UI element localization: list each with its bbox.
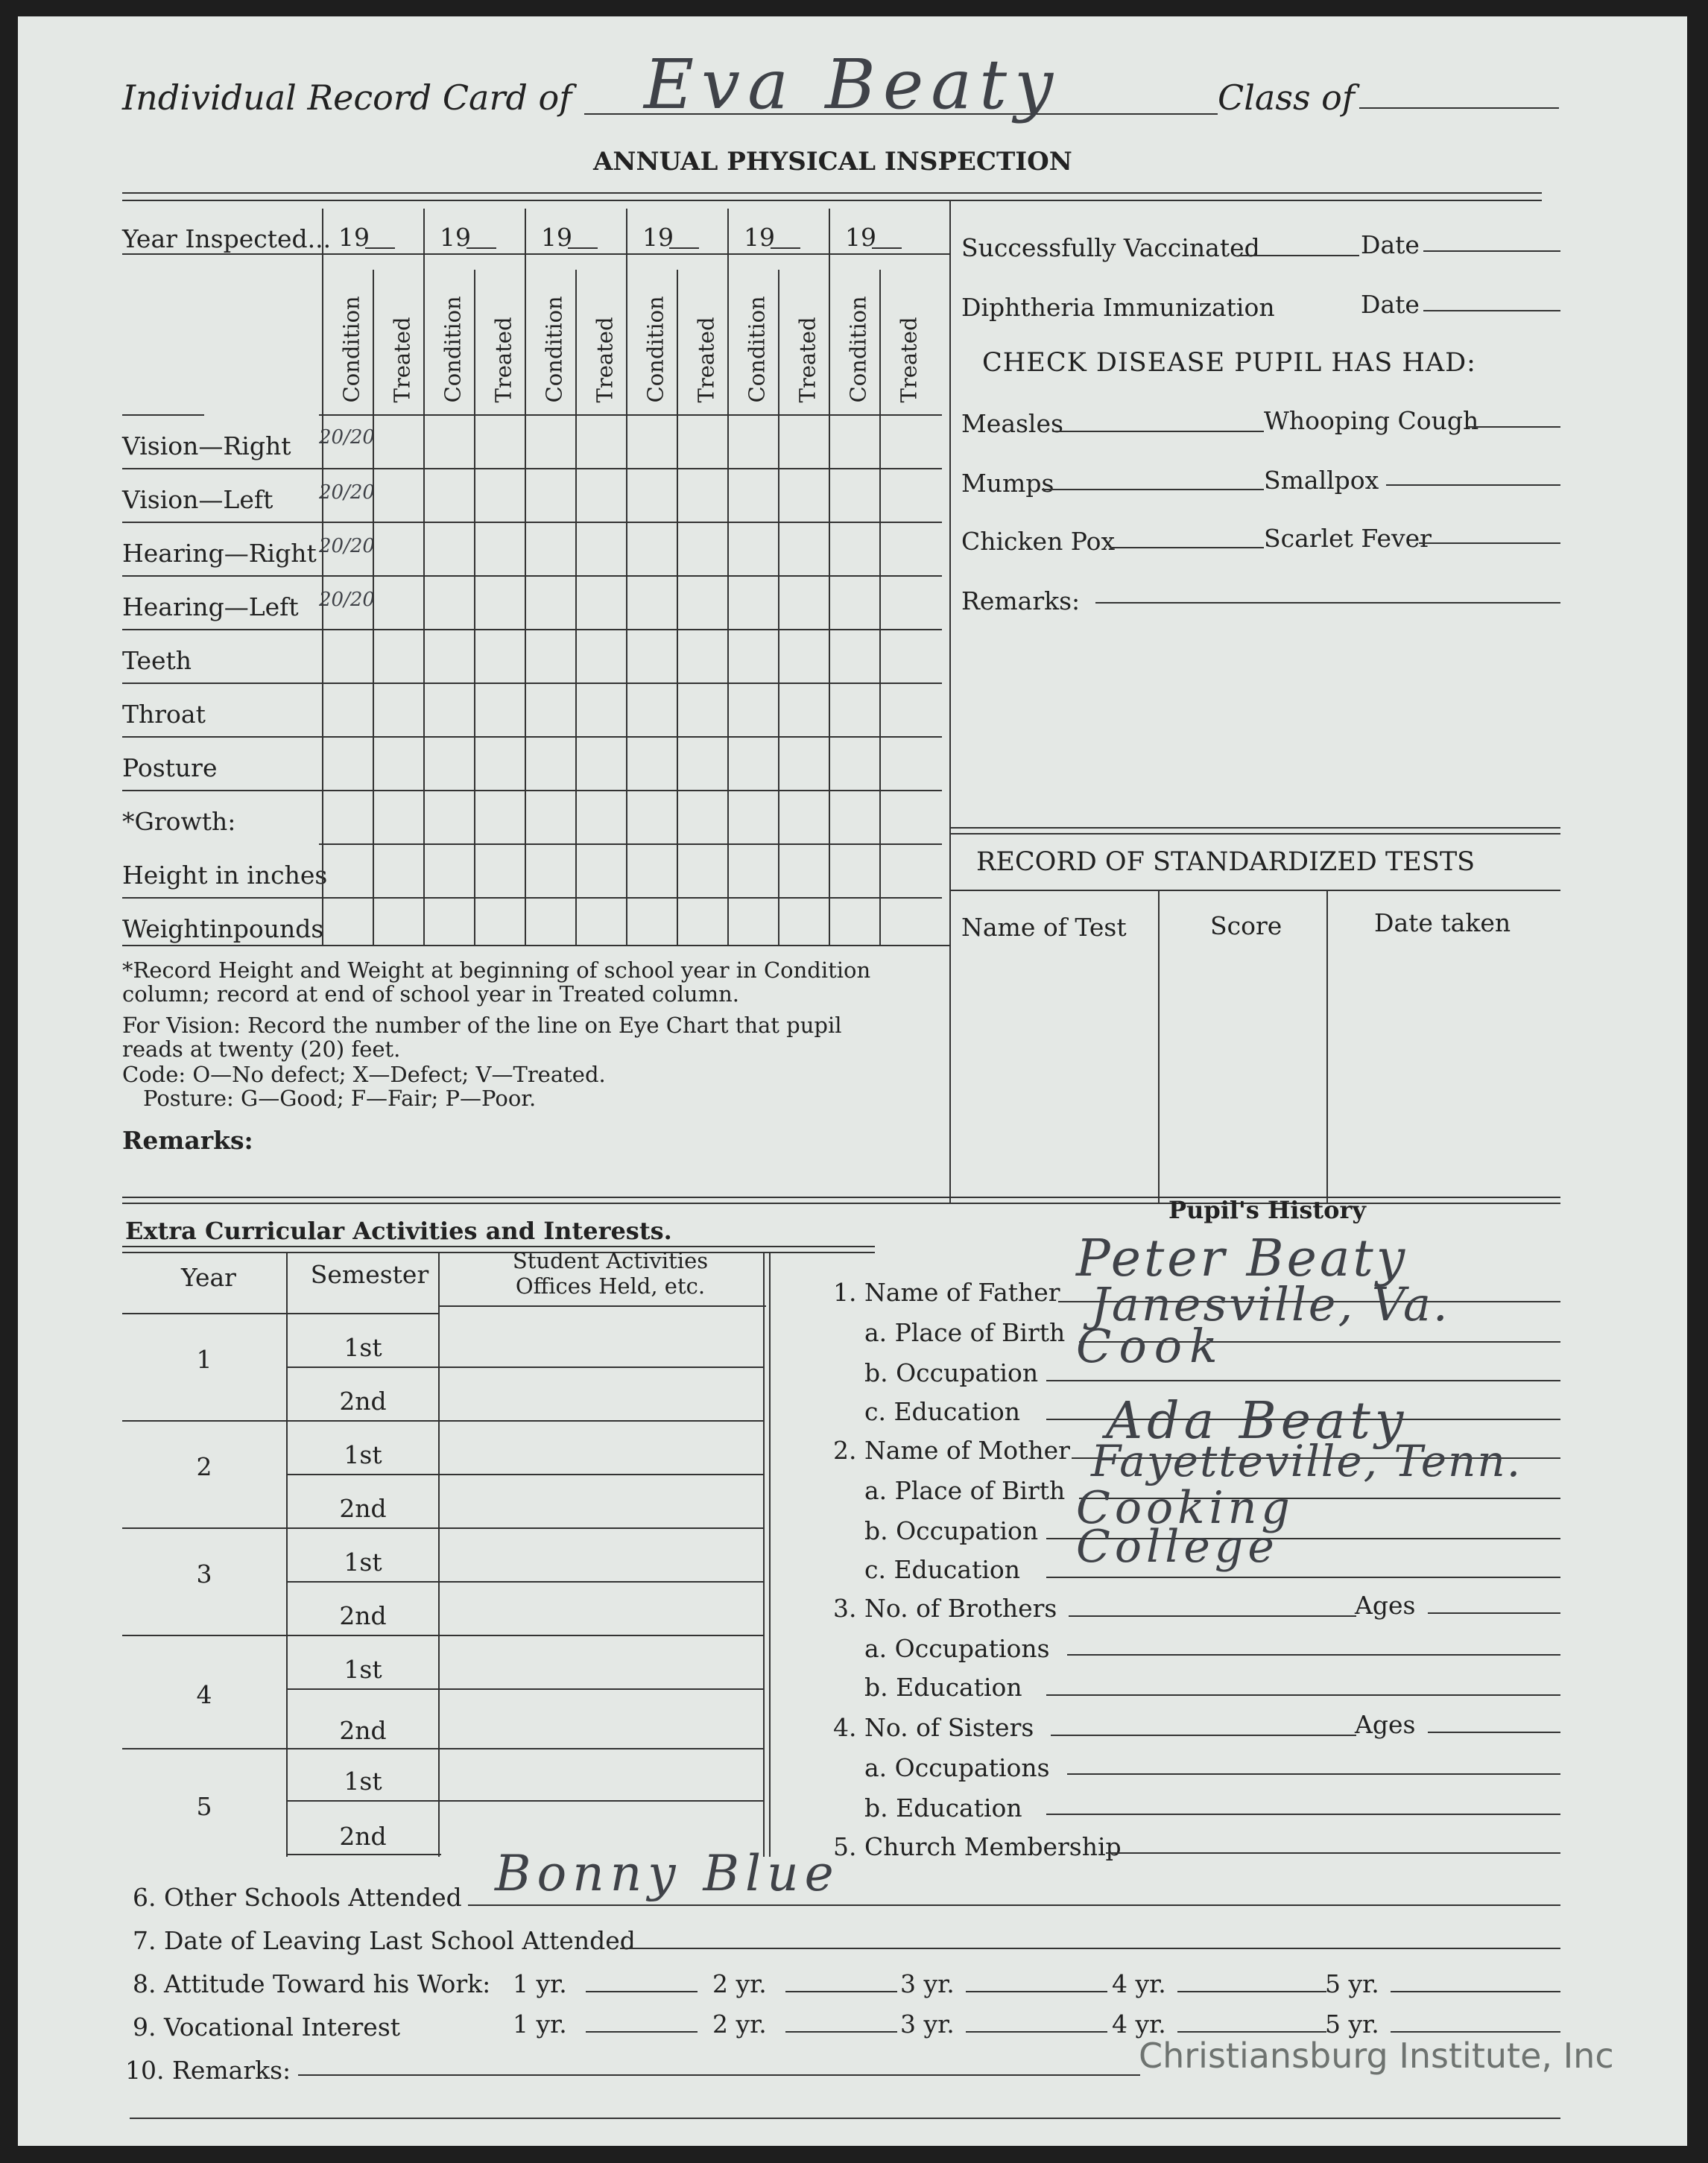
father-occupation-value: Cook — [1076, 1319, 1225, 1373]
activities-col-activities-1: Student Activities — [512, 1248, 709, 1273]
col-treated-5: Treated — [794, 317, 820, 403]
sisters-occupations-label: a. Occupations — [864, 1753, 1050, 1782]
brothers-occupations-label: a. Occupations — [864, 1634, 1050, 1663]
year-5-sem-2: 2nd — [339, 1822, 387, 1851]
father-occupation-label: b. Occupation — [864, 1358, 1039, 1387]
note-3: For Vision: Record the number of the line on Eye Chart that pupil — [122, 1013, 842, 1038]
col-treated-1: Treated — [389, 317, 415, 403]
attitude-4yr: 4 yr. — [1112, 1969, 1166, 1998]
vaccination-remarks-label: Remarks: — [961, 586, 1081, 615]
year-inspected-label: Year Inspected... — [122, 224, 332, 253]
note-5: Code: O—No defect; X—Defect; V—Treated. — [122, 1062, 606, 1087]
other-schools-value: Bonny Blue — [495, 1845, 840, 1902]
year-5: 19 — [744, 223, 775, 252]
activity-year-3: 3 — [196, 1559, 212, 1589]
col-condition-3: Condition — [541, 296, 567, 403]
year-3: 19 — [541, 223, 572, 252]
tests-heading: RECORD OF STANDARDIZED TESTS — [976, 847, 1475, 877]
row-growth: *Growth: — [122, 807, 236, 836]
activity-year-2: 2 — [196, 1452, 212, 1481]
vocational-4yr: 4 yr. — [1112, 2010, 1166, 2039]
note-6: Posture: G—Good; F—Fair; P—Poor. — [143, 1086, 537, 1111]
row-posture: Posture — [122, 753, 218, 782]
father-value: Peter Beaty — [1076, 1229, 1408, 1288]
page-subtitle: ANNUAL PHYSICAL INSPECTION — [593, 147, 1072, 177]
row-teeth: Teeth — [122, 646, 192, 675]
mother-occupation-value: Cooking — [1076, 1482, 1294, 1534]
note-4: reads at twenty (20) feet. — [122, 1036, 401, 1062]
col-condition-2: Condition — [440, 296, 466, 403]
activity-year-5: 5 — [196, 1792, 212, 1821]
attitude-2yr: 2 yr. — [712, 1969, 767, 1998]
mother-label: 2. Name of Mother — [833, 1436, 1070, 1465]
diphtheria-label: Diphtheria Immunization — [961, 293, 1275, 322]
vaccinated-label: Successfully Vaccinated — [961, 233, 1260, 262]
sisters-ages-label: Ages — [1355, 1710, 1416, 1739]
disease-smallpox: Smallpox — [1264, 466, 1379, 495]
year-1: 19 — [338, 223, 370, 252]
activities-heading: Extra Curricular Activities and Interests. — [125, 1217, 672, 1245]
father-birth-label: a. Place of Birth — [864, 1318, 1066, 1347]
col-treated-6: Treated — [896, 317, 922, 403]
leaving-label: 7. Date of Leaving Last School Attended — [133, 1926, 636, 1955]
inspection-remarks-label: Remarks: — [122, 1126, 253, 1155]
attitude-label: 8. Attitude Toward his Work: — [133, 1969, 491, 1998]
year-1-sem-2: 2nd — [339, 1387, 387, 1416]
diphtheria-date-label: Date — [1361, 290, 1420, 319]
history-heading: Pupil's History — [1168, 1196, 1366, 1224]
col-treated-2: Treated — [490, 317, 516, 403]
father-birth-value: Janesville, Va. — [1091, 1277, 1450, 1331]
mother-value: Ada Beaty — [1106, 1392, 1408, 1451]
tests-col-name: Name of Test — [961, 913, 1127, 942]
activities-col-year: Year — [181, 1263, 236, 1292]
activity-year-1: 1 — [196, 1345, 212, 1374]
year-4: 19 — [642, 223, 674, 252]
row-weight: Weightinpounds — [122, 914, 324, 943]
row-hearing-left: Hearing—Left — [122, 592, 299, 621]
mother-education-value: College — [1076, 1521, 1279, 1573]
disease-mumps: Mumps — [961, 469, 1054, 498]
col-treated-4: Treated — [693, 317, 719, 403]
row-height: Height in inches — [122, 861, 328, 890]
year-2-sem-2: 2nd — [339, 1494, 387, 1523]
vocational-5yr: 5 yr. — [1325, 2010, 1379, 2039]
note-1: *Record Height and Weight at beginning of school year in Condition — [122, 957, 871, 983]
vocational-1yr: 1 yr. — [513, 2010, 567, 2039]
attitude-5yr: 5 yr. — [1325, 1969, 1379, 1998]
year-1-sem-1: 1st — [344, 1333, 382, 1362]
tests-col-date: Date taken — [1374, 908, 1511, 937]
year-2-sem-1: 1st — [344, 1440, 382, 1469]
note-2: column; record at end of school year in Treated column. — [122, 981, 739, 1007]
disease-whooping-cough: Whooping Cough — [1264, 406, 1479, 435]
activities-col-semester: Semester — [310, 1260, 429, 1289]
student-name: Eva Beaty — [644, 45, 1061, 124]
tests-col-score: Score — [1210, 911, 1282, 940]
hearing-left-value: 20/20 — [319, 589, 375, 611]
row-vision-right: Vision—Right — [122, 431, 291, 460]
year-3-sem-1: 1st — [344, 1548, 382, 1577]
col-condition-6: Condition — [845, 296, 871, 403]
brothers-education-label: b. Education — [864, 1673, 1022, 1702]
sisters-education-label: b. Education — [864, 1793, 1022, 1822]
disease-scarlet-fever: Scarlet Fever — [1264, 524, 1432, 553]
disease-measles: Measles — [961, 409, 1063, 438]
mother-occupation-label: b. Occupation — [864, 1516, 1039, 1545]
brothers-ages-label: Ages — [1355, 1591, 1416, 1620]
year-3-sem-2: 2nd — [339, 1601, 387, 1630]
title-prefix: Individual Record Card of — [122, 77, 572, 118]
mother-birth-value: Fayetteville, Tenn. — [1091, 1436, 1522, 1486]
year-2: 19 — [440, 223, 471, 252]
vocational-label: 9. Vocational Interest — [133, 2012, 401, 2042]
record-card — [18, 16, 1687, 2146]
brothers-label: 3. No. of Brothers — [833, 1594, 1057, 1623]
vision-left-value: 20/20 — [319, 481, 375, 504]
church-label: 5. Church Membership — [833, 1832, 1122, 1861]
mother-birth-label: a. Place of Birth — [864, 1476, 1066, 1505]
mother-education-label: c. Education — [864, 1555, 1021, 1584]
attitude-1yr: 1 yr. — [513, 1969, 567, 1998]
activities-col-activities-2: Offices Held, etc. — [515, 1273, 706, 1299]
year-4-sem-2: 2nd — [339, 1716, 387, 1745]
col-condition-5: Condition — [744, 296, 770, 403]
activity-year-4: 4 — [196, 1680, 212, 1709]
watermark: Christiansburg Institute, Inc — [1139, 2036, 1614, 2076]
row-throat: Throat — [122, 700, 206, 729]
year-4-sem-1: 1st — [344, 1655, 382, 1684]
other-schools-label: 6. Other Schools Attended — [133, 1883, 462, 1912]
year-6: 19 — [845, 223, 876, 252]
vocational-3yr: 3 yr. — [900, 2010, 955, 2039]
attitude-3yr: 3 yr. — [900, 1969, 955, 1998]
hearing-right-value: 20/20 — [319, 535, 375, 557]
father-education-label: c. Education — [864, 1397, 1021, 1426]
sisters-label: 4. No. of Sisters — [833, 1713, 1034, 1742]
disease-chicken-pox: Chicken Pox — [961, 527, 1116, 556]
class-of-label: Class of — [1218, 77, 1355, 118]
vocational-2yr: 2 yr. — [712, 2010, 767, 2039]
vision-right-value: 20/20 — [319, 426, 375, 449]
check-disease-heading: CHECK DISEASE PUPIL HAS HAD: — [982, 348, 1476, 378]
final-remarks-label: 10. Remarks: — [125, 2056, 291, 2085]
col-condition-1: Condition — [338, 296, 364, 403]
vaccinated-date-label: Date — [1361, 230, 1420, 259]
row-vision-left: Vision—Left — [122, 485, 273, 514]
row-hearing-right: Hearing—Right — [122, 539, 317, 568]
col-treated-3: Treated — [592, 317, 618, 403]
col-condition-4: Condition — [642, 296, 668, 403]
father-label: 1. Name of Father — [833, 1278, 1060, 1307]
year-5-sem-1: 1st — [344, 1767, 382, 1796]
